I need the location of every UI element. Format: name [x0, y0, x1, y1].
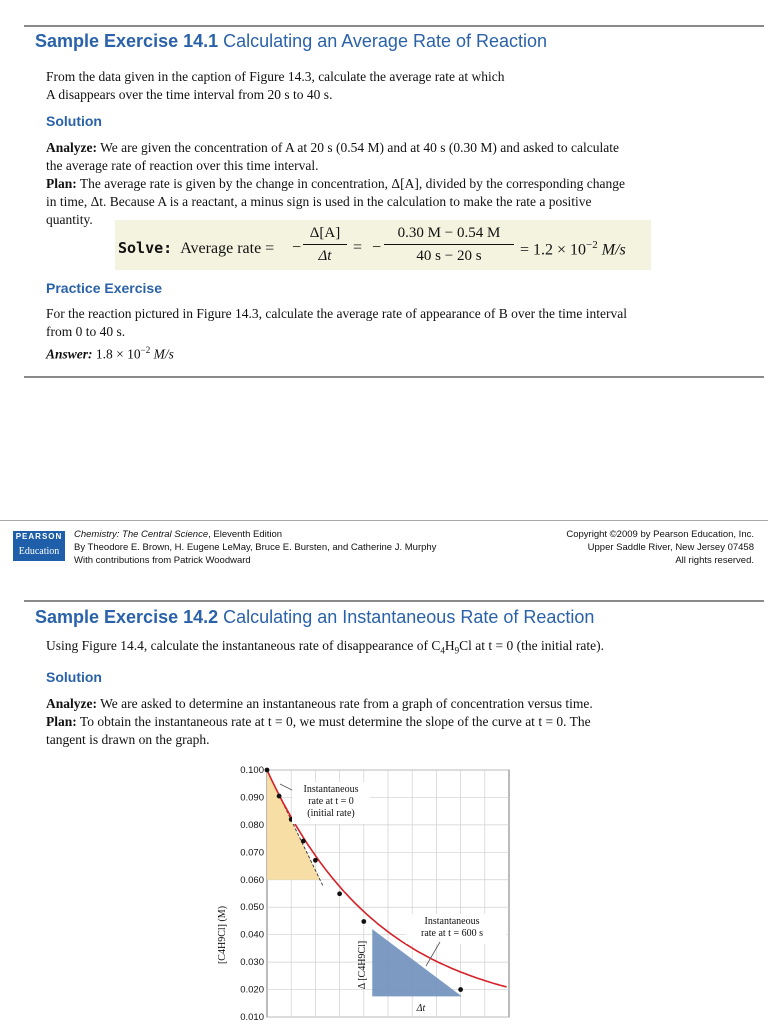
plan-line-1: The average rate is given by the change in concentration, Δ[A], divided by the corresponding change: [79, 176, 626, 191]
equation-result: [520, 239, 626, 259]
delta-t-label: Δt: [416, 1003, 426, 1014]
footer-copyright: [566, 528, 754, 567]
delta-fraction: [303, 225, 347, 265]
book-contributions: With contributions from Patrick Woodward: [74, 555, 251, 566]
concentration-time-chart: [200, 760, 520, 1024]
value-fraction: [384, 225, 514, 265]
location-line: Upper Saddle River, New Jersey 07458: [587, 542, 754, 553]
annotation1-line3: (initial rate): [307, 808, 355, 819]
analyze-label: Analyze:: [46, 140, 97, 155]
annotation2-line1: Instantaneous: [424, 916, 480, 927]
solution-label: Solution: [46, 113, 102, 129]
practice-block: [46, 305, 746, 364]
solution2-label: Solution: [46, 669, 102, 685]
exercise2-problem: [46, 637, 604, 660]
annotation2-line2: rate at t = 600 s: [420, 928, 484, 939]
problem2-sub2: 9: [454, 645, 460, 656]
plan2-label: Plan:: [46, 714, 77, 729]
y-tick-label: 0.020: [240, 984, 264, 996]
data-point: [337, 891, 342, 896]
book-authors: By Theodore E. Brown, H. Eugene LeMay, Bruce E. Bursten, and Catherine J. Murphy: [74, 542, 437, 553]
answer-value: 1.8 × 10: [95, 346, 141, 362]
middle-rule: [24, 376, 764, 378]
y-tick-label: 0.030: [240, 957, 264, 969]
logo-line-1: PEARSON: [15, 532, 63, 541]
practice-line-1: For the reaction pictured in Figure 14.3, calculate the average rate of appearance of B over the time interval: [46, 306, 627, 321]
practice-line-2: from 0 to 40 s.: [46, 324, 126, 339]
y-tick-label: 0.060: [240, 874, 264, 886]
result-unit: M/s: [601, 241, 626, 259]
data-point: [361, 919, 366, 924]
solve-label: Solve:: [118, 239, 173, 257]
plan2-line-2: tangent is drawn on the graph.: [46, 732, 210, 747]
y-tick-label: 0.090: [240, 792, 264, 804]
footer-book-info: [74, 528, 436, 567]
y-tick-label: 0.100: [240, 765, 264, 776]
data-point: [458, 987, 463, 992]
problem-line-2: A disappears over the time interval from 20 s to 40 s.: [46, 87, 333, 102]
plan-line-3: quantity.: [46, 212, 93, 227]
minus-sign-2: −: [372, 239, 382, 256]
equals-sign-1: =: [353, 239, 363, 256]
answer-unit: M/s: [153, 346, 174, 362]
analyze2-label: Analyze:: [46, 696, 97, 711]
solve-equation: [118, 239, 274, 258]
plan-label: Plan:: [46, 176, 77, 191]
data-point: [313, 858, 318, 863]
analyze-block: [46, 139, 746, 229]
problem2-mid: H: [444, 638, 455, 653]
plan2-line-1: To obtain the instantaneous rate at t = 0, we must determine the slope of the curve at t = 0. The: [79, 714, 591, 729]
plan-line-2: in time, Δt. Because A is a reactant, a minus sign is used in the calculation to make the rate a positive: [46, 194, 592, 209]
exercise2-heading: [35, 607, 594, 628]
data-point: [265, 768, 270, 773]
analyze-line-2: the average rate of reaction over this time interval.: [46, 158, 319, 173]
y-tick-label: 0.080: [240, 819, 264, 831]
pearson-logo: [13, 531, 65, 561]
top-rule: [24, 25, 764, 27]
data-point: [301, 839, 306, 844]
analyze2-block: [46, 695, 746, 749]
rights-line: All rights reserved.: [675, 555, 754, 566]
exercise1-number: Sample Exercise 14.1: [35, 31, 219, 51]
answer-exponent: −2: [140, 345, 151, 355]
logo-line-2: Education: [18, 546, 60, 557]
result-exponent: −2: [586, 239, 598, 251]
analyze2-text: We are asked to determine an instantaneous rate from a graph of concentration versus time.: [100, 696, 593, 711]
answer-label: Answer:: [46, 346, 93, 362]
average-rate-label: Average rate =: [180, 240, 275, 257]
y-tick-labels: [240, 765, 264, 1023]
result-value: = 1.2 × 10: [520, 241, 587, 259]
y-tick-label: 0.010: [240, 1012, 264, 1023]
exercise2-title: Calculating an Instantaneous Rate of Reaction: [223, 607, 595, 627]
value-fraction-denominator: 40 s − 20 s: [416, 248, 482, 264]
delta-fraction-numerator: Δ[A]: [303, 225, 347, 245]
value-fraction-numerator: 0.30 M − 0.54 M: [384, 225, 514, 245]
delta-fraction-denominator: Δt: [318, 248, 332, 264]
problem-line-1: From the data given in the caption of Figure 14.3, calculate the average rate at which: [46, 69, 505, 84]
annotation1-line2: rate at t = 0: [308, 796, 354, 807]
problem2-sub1: 4: [440, 645, 445, 656]
problem2-post: Cl at t = 0 (the initial rate).: [459, 638, 604, 653]
copyright-line: Copyright ©2009 by Pearson Education, Inc.: [566, 529, 754, 540]
book-edition: , Eleventh Edition: [208, 529, 283, 540]
footer-divider: [0, 520, 768, 521]
y-tick-label: 0.050: [240, 902, 264, 914]
data-point: [277, 794, 282, 799]
exercise1-heading: [35, 31, 547, 52]
book-title: Chemistry: The Central Science: [74, 529, 209, 540]
exercise1-problem: [46, 68, 504, 104]
analyze-line-1: We are given the concentration of A at 20 s (0.54 M) and at 40 s (0.30 M) and asked to calculate: [100, 140, 620, 155]
y-axis-label: [C4H9Cl] (M): [217, 905, 228, 965]
y-tick-label: 0.070: [240, 847, 264, 859]
delta-conc-label: Δ [C4H9Cl]: [357, 940, 368, 990]
exercise2-top-rule: [24, 600, 764, 602]
minus-sign-1: −: [292, 239, 302, 256]
annotation1-line1: Instantaneous: [303, 784, 359, 795]
y-tick-label: 0.040: [240, 929, 264, 941]
practice-label: Practice Exercise: [46, 280, 162, 296]
problem2-pre: Using Figure 14.4, calculate the instantaneous rate of disappearance of C: [46, 638, 441, 653]
exercise1-title: Calculating an Average Rate of Reaction: [223, 31, 548, 51]
exercise2-number: Sample Exercise 14.2: [35, 607, 219, 627]
